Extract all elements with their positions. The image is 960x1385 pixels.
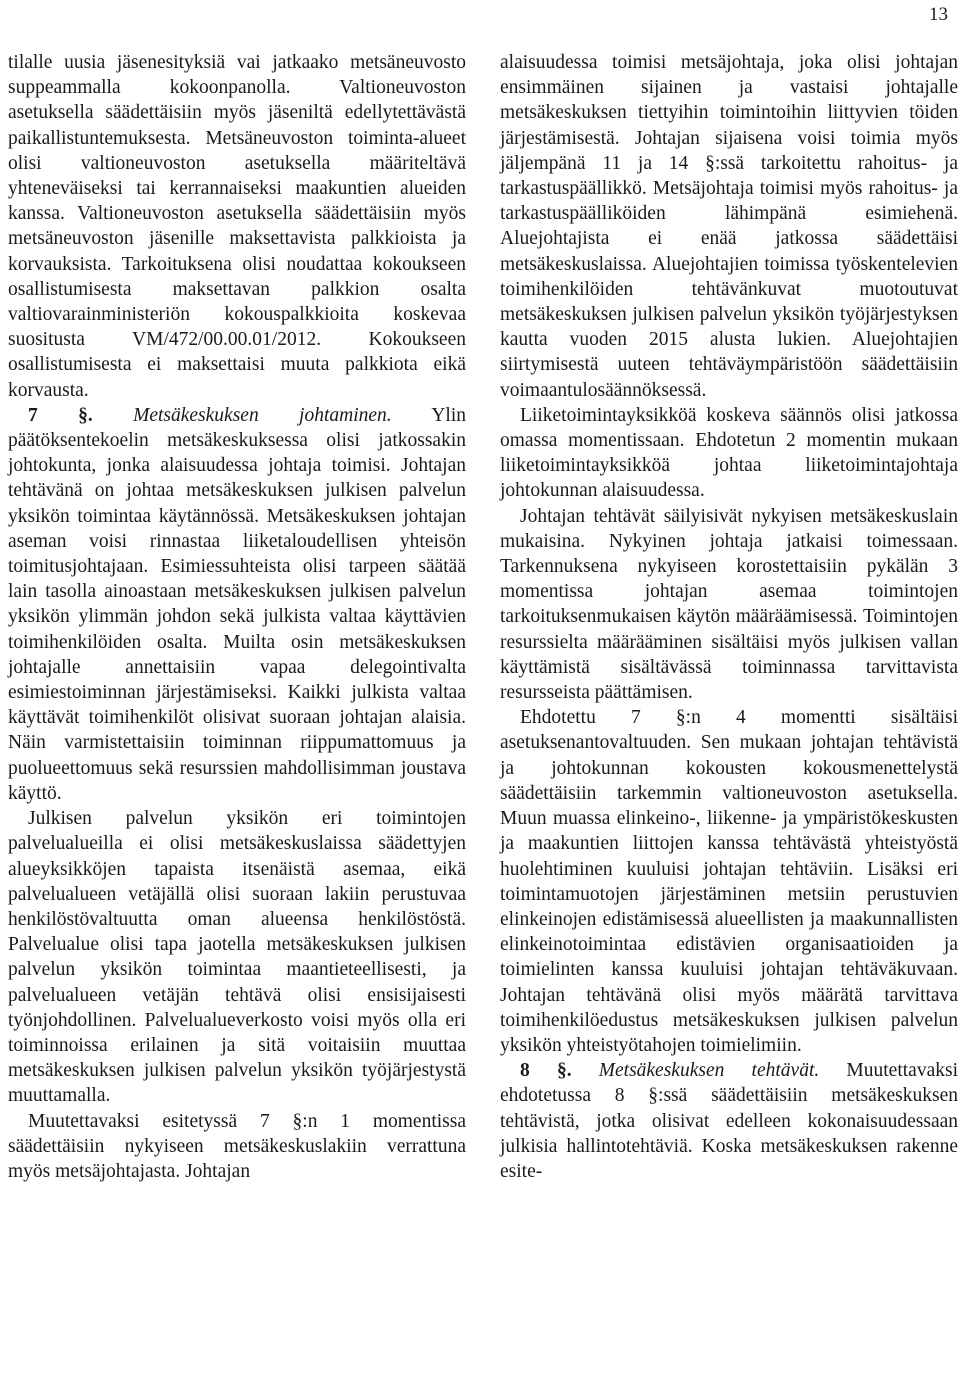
- paragraph: Muutettavaksi esitetyssä 7 §:n 1 momentissa säädettäisiin nykyiseen metsäkeskuslakiin verrattuna myös metsäjohtajasta. Johtajan: [8, 1110, 466, 1182]
- paragraph: Julkisen palvelun yksikön eri toimintojen palvelualueilla ei olisi metsäkeskuslaissa säädettyjen alueyksikköjen tapaista itsenäistä asemaa, eikä palvelualueen vetäjällä olisi suoraan lakiin perustuvaa henkilöstövaltuutta oman alueensa henkilöstöstä. Palvelualue olisi tapa jaotella metsäkeskuksen julkisen palvelun yksikön toimintaa maantieteellisesti, ja palvelualueen vetäjän tehtävä olisi ensisijaisesti työnjohdollinen. Palvelualueverkosto voisi myös olla eri toiminnoissa erilainen ja sitä voitaisiin muuttaa metsäkeskuksen julkisen palvelun yksikön työjärjestystä muuttamalla.: [8, 808, 466, 1107]
- section-text: Muutettavaksi ehdotetussa 8 §:ssä säädettäisiin metsäkeskuksen tehtävistä, jotka olisivat edelleen kokonaisuudessaan julkisia hallintotehtäviä. Koska metsäkeskuksen rakenne esite-: [500, 1060, 958, 1182]
- left-column: [8, 50, 466, 1184]
- section-8-paragraph: [500, 1058, 958, 1184]
- paragraph: tilalle uusia jäsenesityksiä vai jatkaako metsäneuvosto suppeammalla kokoonpanolla. Valtioneuvoston asetuksella säädettäisiin myös jäseniltä edellytettävästä paikallistuntemuksesta. Metsäneuvoston toiminta-alueet olisi valtioneuvoston asetuksella määriteltävä yhteneväiseksi tai kerrannaiseksi maakuntien alueiden kanssa. Valtioneuvoston asetuksella säädettäisiin myös metsäneuvoston jäsenille maksettavista palkkioista ja korvauksista. Tarkoituksena olisi noudattaa kokoukseen osallistumisesta maksettavan palkkion osalta valtiovarainministeriön kokouspalkkioita koskevaa suositusta VM/472/00.00.01/2012. Kokoukseen osallistumisesta ei maksettaisi muuta palkkiota eikä korvausta.: [8, 52, 466, 401]
- section-number: 7 §.: [28, 404, 93, 426]
- section-number: 8 §.: [520, 1060, 572, 1082]
- section-title: Metsäkeskuksen johtaminen.: [133, 404, 392, 426]
- paragraph: alaisuudessa toimisi metsäjohtaja, joka olisi johtajan ensimmäinen sijainen ja vastaisi johtajalle metsäkeskuksen tiettyihin toimintoihin liittyvien töiden järjestämisestä. Johtajan sijaisena voisi toimia myös jäljempänä 11 ja 14 §:ssä tarkoitettu rahoitus- ja tarkastuspäällikkö. Metsäjohtaja toimisi myös rahoitus- ja tarkastuspäälliköiden lähimpänä esimiehenä. Aluejohtajista ei enää jatkossa säädettäisi metsäkeskuslaissa. Aluejohtajien toimissa työskentelevien toimihenkilöiden tehtävänkuvat muotoutuvat metsäkeskuksen julkisen palvelun yksikön työjärjestyksen kautta vuoden 2015 alusta lukien. Aluejohtajien siirtymisestä uuteen tehtäväympäristöön säädettäisiin voimaantulosäännöksessä.: [500, 52, 958, 401]
- section-7-paragraph: [8, 403, 466, 806]
- paragraph: Johtajan tehtävät säilyisivät nykyisen metsäkeskuslain mukaisina. Nykyinen johtaja jatkaisi toimessaan. Tarkennuksena nykyiseen korostettaisiin pykälän 3 momentissa johtajan asemaa toimintojen tarkoituksenmukaisen käytön määräämisessä. Toimintojen resurssielta määrääminen sisältäisi myös julkisen vallan käyttämistä sisältävässä toiminnassa tarvittavista resursseista päättämisen.: [500, 505, 958, 704]
- page-number: 13: [929, 4, 948, 25]
- right-column: [500, 50, 958, 1184]
- paragraph: Liiketoimintayksikköä koskeva säännös olisi jatkossa omassa momentissaan. Ehdotetun 2 momentin mukaan liiketoimintayksikköä johtaa liiketoimintajohtaja johtokunnan alaisuudessa.: [500, 404, 958, 502]
- section-text: Ylin päätöksentekoelin metsäkeskuksessa olisi jatkossakin johtokunta, jonka alaisuudessa johtaja toimisi. Johtajan tehtävänä on johtaa metsäkeskuksen julkisen palvelun yksikön toimintaa käytännössä. Metsäkeskuksen johtajan aseman voisi rinnastaa liiketaloudellisen yhteisön toimitusjohtajaan. Esimiessuhteista olisi tarpeen säätää lain tasolla ainoastaan metsäkeskuksen julkisen palvelun yksikön ylimmän johdon sekä julkista valtaa käyttävien toimihenkilöiden osalta. Muilta osin metsäkeskuksen johtajalle annettaisiin vapaa delegointivalta esimiestoiminnan järjestämiseksi. Kaikki julkista valtaa käyttävät toimihenkilöt olisivat suoraan johtajan alaisia. Näin varmistettaisiin toiminnan riippumattomuus ja puolueettomuus sekä resurssien mahdollisimman joustava käyttö.: [8, 404, 466, 804]
- paragraph: Ehdotettu 7 §:n 4 momentti sisältäisi asetuksenantovaltuuden. Sen mukaan johtajan tehtävistä ja johtokunnan kokousten kokousmenettelystä säädettäisiin tarkemmin valtioneuvoston asetuksella. Muun muassa elinkeino-, liikenne- ja ympäristökeskusten ja maakuntien liittojen kanssa tehtävästä yhteistyöstä huolehtiminen kuuluisi johtajan tehtäviin. Lisäksi eri toimintamuotojen järjestäminen metsiin perustuvien elinkeinojen edistämisessä alueellisten ja maakunnallisten elinkeinotoimintaa edistävien organisaatioiden ja toimielinten kanssa kuuluisi johtajan tehtäväkuvaan. Johtajan tehtävänä olisi myös määrätä tarvittava toimihenkilöedustus metsäkeskuksen julkisen palvelun yksikön yhteistyötahojen toimielimiin.: [500, 707, 958, 1056]
- section-title: Metsäkeskuksen tehtävät.: [598, 1060, 820, 1082]
